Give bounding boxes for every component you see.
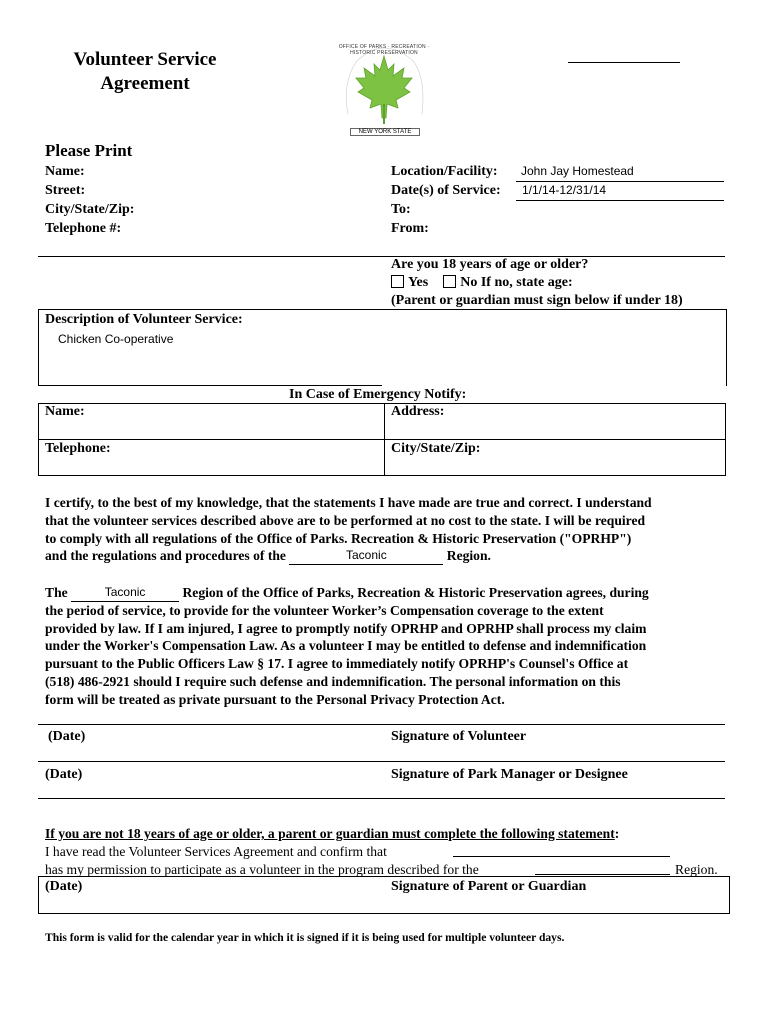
emergency-name-label[interactable]: Name: — [45, 404, 85, 419]
dates-value[interactable]: 1/1/14-12/31/14 — [522, 183, 607, 197]
oprhp-logo — [338, 44, 430, 138]
dates-line — [516, 200, 724, 201]
location-value[interactable]: John Jay Homestead — [521, 164, 634, 178]
guardian-date-label[interactable]: (Date) — [45, 879, 83, 894]
emergency-row-divider — [38, 439, 726, 440]
title-line-1: Volunteer Service — [73, 49, 217, 70]
volunteer-date-label[interactable]: (Date) — [48, 729, 86, 744]
description-box-bottom — [38, 385, 382, 386]
agreement-line-4: under the Worker's Compensation Law. As a volunteer I may be entitled to defense and indemnification — [45, 638, 647, 654]
guardian-signature-box — [38, 876, 730, 914]
location-label: Location/Facility: — [391, 164, 498, 179]
guardian-line-2: has my permission to participate as a volunteer in the program described for the — [45, 862, 479, 877]
logo-ring-text: OFFICE OF PARKS · RECREATION · HISTORIC PRESERVATION — [338, 44, 430, 56]
signature-line-top — [38, 724, 725, 725]
manager-date-label[interactable]: (Date) — [45, 767, 83, 782]
volunteer-signature-label[interactable]: Signature of Volunteer — [391, 729, 527, 744]
emergency-telephone-label[interactable]: Telephone: — [45, 441, 111, 456]
form-number-line — [568, 62, 680, 63]
minor-name-field[interactable] — [453, 856, 670, 857]
agreement-line-6: (518) 486-2921 should I require such defense and indemnification. The personal information on this — [45, 673, 621, 689]
agreement-paragraph — [45, 584, 735, 709]
telephone-label — [45, 221, 121, 237]
name-label: Name: — [45, 164, 85, 179]
validity-footer: This form is valid for the calendar year in which it is signed if it is being used for multiple volunteer days. — [45, 931, 565, 944]
guardian-heading: If you are not 18 years of age or older, a parent or guardian must complete the following statement: — [45, 826, 620, 841]
signature-line-middle — [38, 761, 725, 762]
certify-paragraph — [45, 494, 735, 565]
form-title — [60, 48, 230, 96]
logo-bottom-text: NEW YORK STATE — [350, 128, 420, 136]
to-label: To: — [391, 202, 411, 217]
guardian-region-suffix: Region. — [675, 862, 718, 877]
agreement-region-field[interactable]: Taconic — [71, 587, 179, 602]
certify-line-4: and the regulations and procedures of the Taconic Region. — [45, 548, 491, 564]
certify-region-field[interactable]: Taconic — [289, 550, 443, 565]
upper-separator — [38, 256, 725, 257]
guardian-region-field[interactable] — [535, 874, 670, 875]
no-checkbox[interactable] — [443, 275, 456, 288]
no-label: No If no, state age: — [460, 275, 573, 290]
description-box-right — [726, 309, 727, 386]
signature-line-bottom — [38, 798, 725, 799]
telephone-label-text: Telephone #: — [45, 221, 122, 236]
description-value[interactable]: Chicken Co-operative — [58, 332, 174, 346]
guardian-line-1: I have read the Volunteer Services Agreement and confirm that — [45, 844, 387, 859]
agreement-line-3: provided by law. If I am injured, I agree to promptly notify OPRHP and OPRHP shall process my claim — [45, 620, 647, 636]
dates-label: Date(s) of Service: — [391, 183, 501, 198]
city-state-zip-label: City/State/Zip: — [45, 202, 135, 217]
certify-line-1: I certify, to the best of my knowledge, that the statements I have made are true and correct. I understand — [45, 495, 652, 510]
certify-line-3: to comply with all regulations of the Office of Parks. Recreation & Historic Preservation ("OPRHP") — [45, 530, 632, 546]
yes-label: Yes — [408, 275, 429, 290]
guardian-heading-text: If you are not 18 years of age or older, a parent or guardian must complete the following statement — [45, 826, 615, 841]
from-label: From: — [391, 221, 429, 236]
maple-leaf-icon — [338, 44, 430, 138]
agreement-line-5: pursuant to the Public Officers Law § 17. I agree to immediately notify OPRHP's Counsel's Office at — [45, 656, 629, 672]
emergency-col-divider — [384, 403, 385, 476]
yes-checkbox[interactable] — [391, 275, 404, 288]
emergency-city-label[interactable]: City/State/Zip: — [391, 441, 481, 456]
age-question: Are you 18 years of age or older? — [391, 257, 589, 272]
emergency-address-label[interactable]: Address: — [391, 404, 445, 419]
emergency-title: In Case of Emergency Notify: — [289, 387, 467, 402]
manager-signature-label[interactable]: Signature of Park Manager or Designee — [391, 767, 628, 782]
agreement-line-2: the period of service, to provide for the volunteer Worker’s Compensation coverage to the extent — [45, 602, 604, 618]
age-options — [391, 275, 573, 291]
location-line — [516, 181, 724, 182]
agreement-line-1: The Taconic Region of the Office of Parks, Recreation & Historic Preservation agrees, during — [45, 584, 649, 600]
description-label: Description of Volunteer Service: — [45, 312, 243, 327]
street-label: Street: — [45, 183, 86, 198]
guardian-signature-label[interactable]: Signature of Parent or Guardian — [391, 879, 587, 894]
please-print-label: Please Print — [45, 141, 133, 160]
certify-line-2: that the volunteer services described above are to be performed at no cost to the state. I will be required — [45, 512, 646, 528]
guardian-note: (Parent or guardian must sign below if under 18) — [391, 293, 683, 308]
title-line-2: Agreement — [100, 73, 190, 94]
agreement-line-7: form will be treated as private pursuant to the Personal Privacy Protection Act. — [45, 691, 505, 707]
